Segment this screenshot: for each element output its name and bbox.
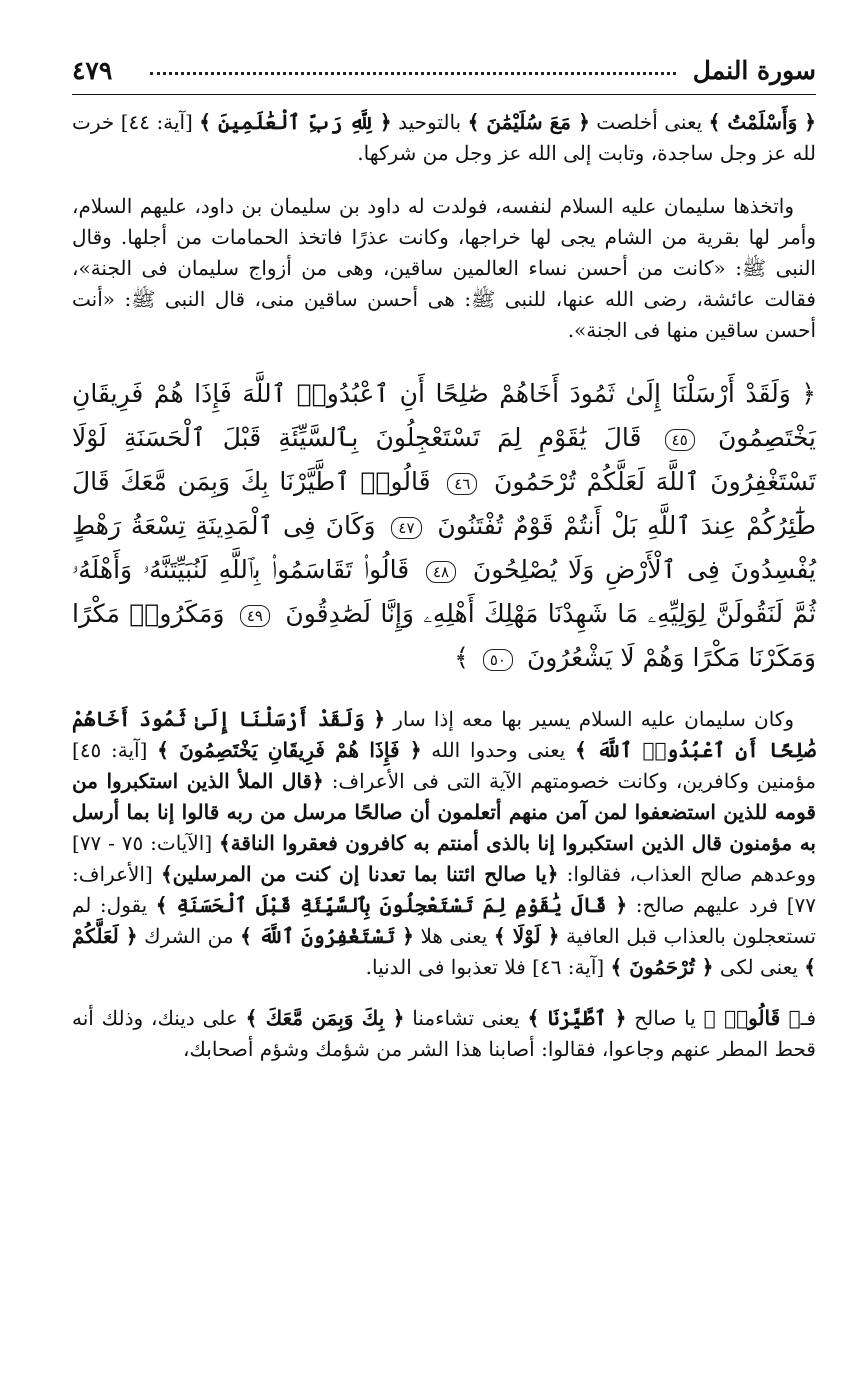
verse-number-marker: ٥٠	[483, 649, 513, 671]
quran-quote: ﴿ تُرْحَمُونَ ﴾	[610, 955, 714, 979]
commentary-text: يعنى وحدوا الله	[421, 738, 575, 762]
commentary-text: وكان سليمان عليه السلام يسير بها معه إذا سار	[385, 707, 794, 731]
verse-text: وَكَانَ فِى ٱلْمَدِينَةِ تِسْعَةُ رَهْطٍ يُفْسِدُونَ فِى ٱلْأَرْضِ وَلَا يُصْلِحُونَ	[72, 511, 817, 584]
running-head	[72, 52, 816, 95]
bold-quote: ﴿قال الملأ الذين استكبروا من قومه للذين استضعفوا لمن آمن منهم أتعلمون أن صالحًا مرسل من ربه قالوا إنا بما أرسل به مؤمنون قال الذين استكبروا إنا بالذى أمنتم به كافرون فعقروا الناقة﴾	[72, 769, 816, 855]
commentary-text: [الآيات: ٧٥ - ٧٧] ووعدهم صالح العذاب، فقالوا:	[72, 831, 816, 886]
page-number: ٤٧٩	[72, 56, 113, 85]
verse-text: قَالُوا۟ تَقَاسَمُوا۟ بِٱللَّهِ لَنُبَيِّتَنَّهُۥ وَأَهْلَهُۥ ثُمَّ لَنَقُولَنَّ لِوَلِيِّهِۦ مَا شَهِدْنَا مَهْلِكَ أَهْلِهِۦ وَإِنَّا لَصَٰدِقُونَ	[72, 555, 816, 628]
commentary-paragraph-3	[72, 704, 816, 983]
commentary-text: [آية: ٤٦] فلا تعذبوا فى الدنيا.	[365, 955, 611, 979]
quran-quote: ﴿ قَالُوا۟ ﴾	[703, 1006, 801, 1030]
verse-text: ﴿ وَلَقَدْ أَرْسَلْنَا إِلَىٰ ثَمُودَ أَخَاهُمْ صَٰلِحًا أَنِ ٱعْبُدُوا۟ ٱللَّهَ فَإِذَا هُمْ فَرِيقَانِ يَخْتَصِمُونَ	[72, 379, 816, 452]
commentary-text: يعنى هلا	[413, 924, 494, 948]
closing-bracket: ﴾	[454, 643, 469, 672]
leader-dots	[150, 72, 676, 75]
quran-quote: ﴿ مَعَ سُلَيْمَٰنَ ﴾	[467, 110, 590, 134]
commentary-paragraph-1	[72, 107, 816, 169]
commentary-text: يقول: لم تستعجلون بالعذاب قبل العافية	[72, 893, 817, 948]
commentary-text: يعنى لكى	[713, 955, 805, 979]
verse-text: قَالَ يَٰقَوْمِ لِمَ تَسْتَعْجِلُونَ بِٱلسَّيِّئَةِ قَبْلَ ٱلْحَسَنَةِ لَوْلَا تَسْتَغْفِرُونَ ٱللَّهَ لَعَلَّكُمْ تُرْحَمُونَ	[72, 423, 817, 496]
commentary-text: [آية: ٤٥] مؤمنين وكافرين، وكانت خصومتهم الآية التى فى الأعراف:	[72, 738, 816, 793]
book-page	[72, 52, 816, 1362]
commentary-text: فـ	[800, 1006, 816, 1030]
commentary-paragraph-4	[72, 1003, 816, 1065]
verse-number-marker: ٤٩	[240, 605, 270, 627]
quran-quote: ﴿ قَالَ يَٰقَوْمِ لِمَ تَسْتَعْجِلُونَ بِٱلسَّيِّئَةِ قَبْلَ ٱلْحَسَنَةِ ﴾	[155, 893, 628, 917]
commentary-text: يعنى تشاءمنا	[404, 1006, 528, 1030]
quran-quote: ﴿ بِكَ وَبِمَن مَّعَكَ ﴾	[245, 1006, 405, 1030]
commentary-text: [الأعراف: ٧٧] فرد عليهم صالح:	[72, 862, 816, 917]
verse-number-marker: ٤٨	[426, 561, 456, 583]
verse-text: قَالُوا۟ ٱطَّيَّرْنَا بِكَ وَبِمَن مَّعَكَ قَالَ طَٰٓئِرُكُمْ عِندَ ٱللَّهِ بَلْ أَنتُمْ قَوْمٌ تُفْتَنُونَ	[72, 467, 816, 540]
quran-verses-block	[72, 372, 816, 680]
commentary-text: على دينك، وذلك أنه قحط المطر عنهم وجاعوا، فقالوا: أصابنا هذا الشر من شؤمك وشؤم أصحابك،	[72, 1006, 816, 1061]
surah-title: سورة النمل	[692, 56, 816, 85]
quran-quote: ﴿ وَلَقَدْ أَرْسَلْنَا إِلَىٰ ثَمُودَ أَخَاهُمْ صَٰلِحًا أَنِ ٱعْبُدُوا۟ ٱللَّهَ ﴾	[72, 707, 817, 762]
quran-quote: ﴿ لِلَّهِ رَبِّ ٱلْعَٰلَمِينَ ﴾	[199, 110, 392, 134]
quran-quote: ﴿ لَوْلَا ﴾	[493, 924, 560, 948]
bold-quote: ﴿يا صالح ائتنا بما تعدنا إن كنت من المرسلين﴾	[160, 862, 559, 886]
quran-quote: ﴿ لَعَلَّكُمْ ﴾	[72, 924, 816, 979]
quran-quote: ﴿ تَسْتَغْفِرُونَ ٱللَّهَ ﴾	[240, 924, 414, 948]
commentary-paragraph-2: واتخذها سليمان عليه السلام لنفسه، فولدت له داود بن سليمان بن داود، عليهم السلام، وأمر لها بقرية من الشام يجى لها خراجها، وكانت عذرًا فاتخذ الحمامات من أجلها. وقال النبى ﷺ: «كانت من أحسن نساء العالمين ساقين، وهى من أزواج سليمان فى الجنة»، فقالت عائشة، رضى الله عنها، للنبى ﷺ: هى أحسن ساقين منى، قال النبى ﷺ: «أنت أحسن ساقين منها فى الجنة».	[72, 194, 816, 342]
commentary-text: [آية: ٤٤] خرت لله عز وجل ساجدة، وتابت إلى الله عز وجل من شركها.	[72, 110, 816, 165]
verse-number-marker: ٤٥	[665, 429, 695, 451]
quran-quote: ﴿ وَأَسْلَمْتُ ﴾	[708, 110, 817, 134]
commentary-text: يا صالح	[626, 1006, 704, 1030]
commentary-text: بالتوحيد	[391, 110, 468, 134]
quran-quote: ﴿ فَإِذَا هُمْ فَرِيقَانِ يَخْتَصِمُونَ ﴾	[157, 738, 422, 762]
verse-number-marker: ٤٧	[391, 517, 421, 539]
verse-text: وَمَكَرُوا۟ مَكْرًا وَمَكَرْنَا مَكْرًا وَهُمْ لَا يَشْعُرُونَ	[72, 599, 816, 672]
quran-quote: ﴿ ٱطَّيَّرْنَا ﴾	[527, 1006, 627, 1030]
commentary-text: يعنى أخلصت	[589, 110, 709, 134]
verse-number-marker: ٤٦	[447, 473, 477, 495]
commentary-text: من الشرك	[137, 924, 241, 948]
